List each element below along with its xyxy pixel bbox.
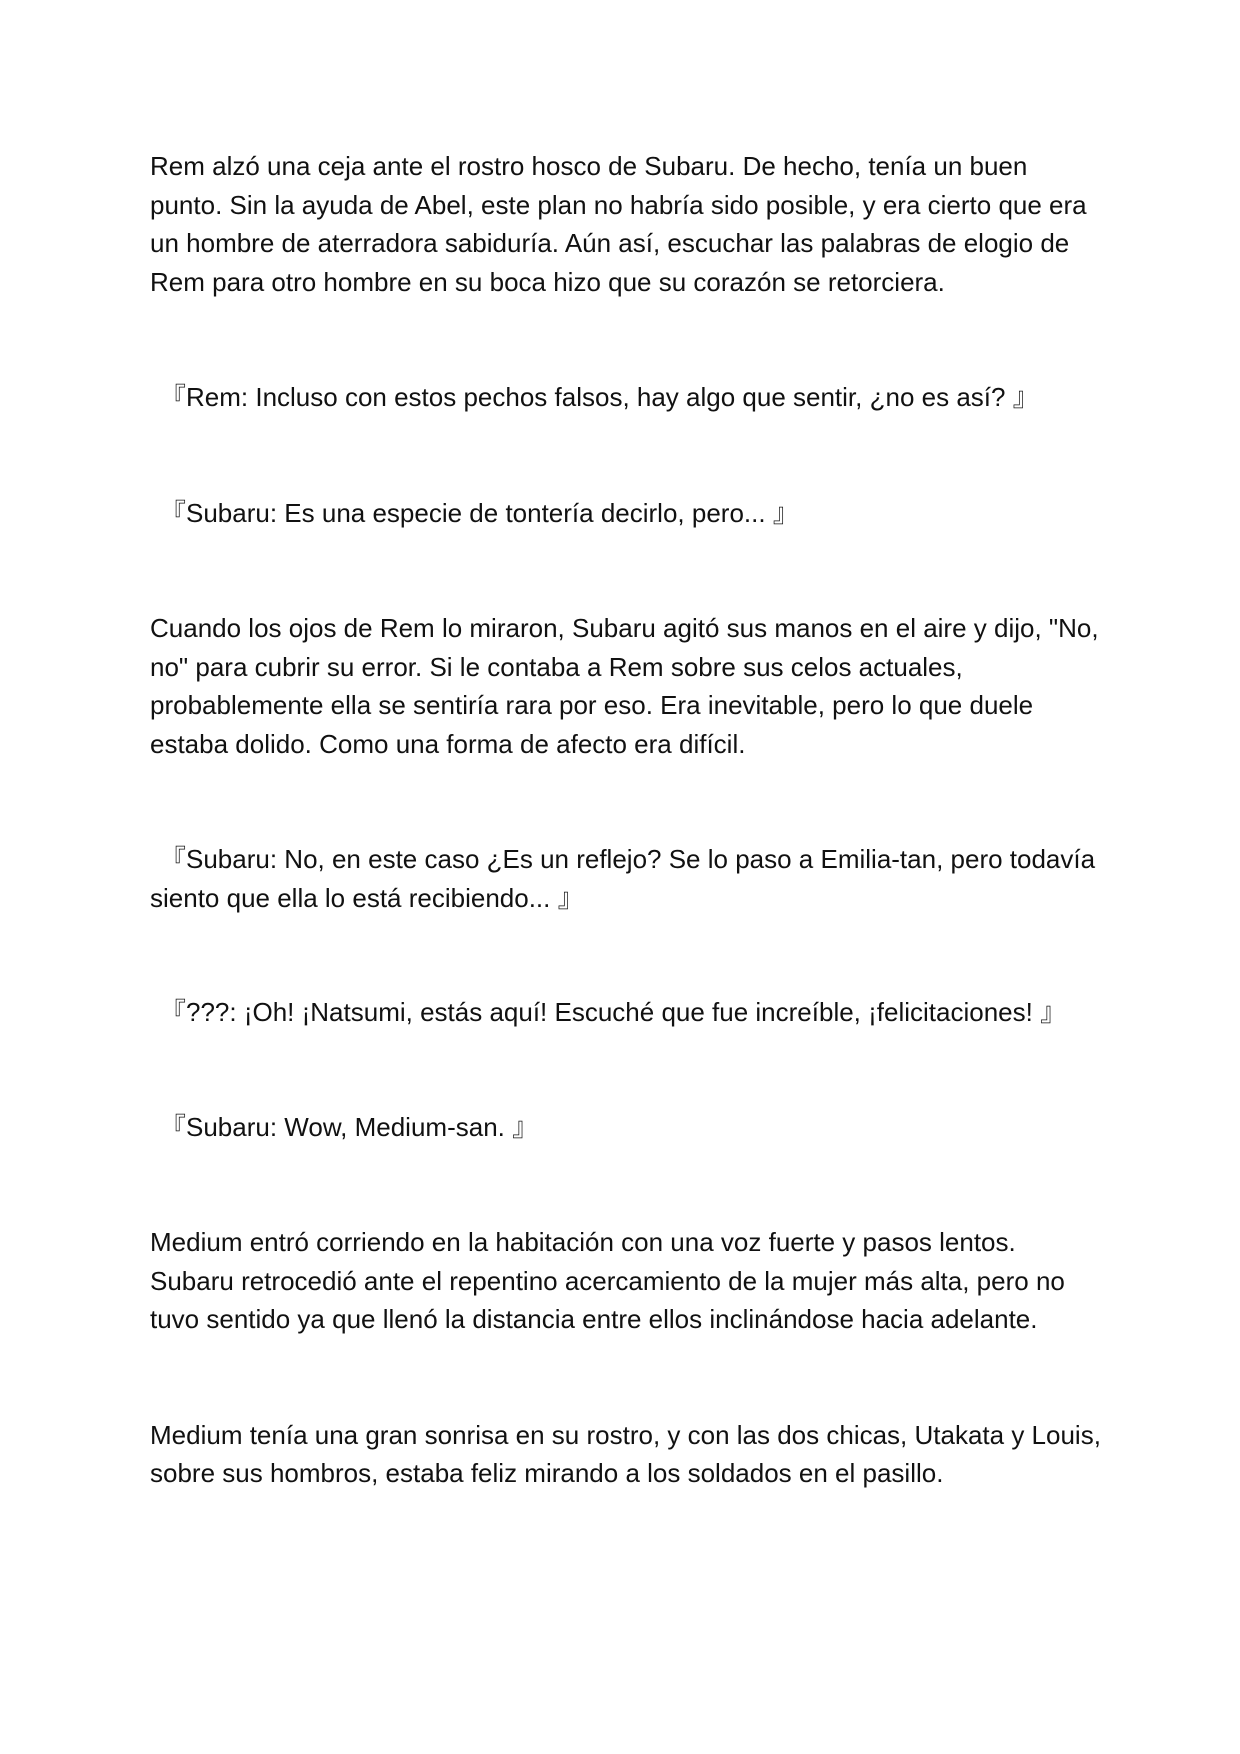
paragraph-3: Medium entró corriendo en la habitación con una voz fuerte y pasos lentos. Subaru retrocedió ante el repentino acercamiento de la mujer más alta, pero no tuvo sentido ya que llenó la distancia entre ellos inclinándose hacia adelante.: [150, 1227, 1065, 1334]
spacer: [150, 1339, 1105, 1416]
document-page: [150, 147, 1105, 1493]
spacer: [150, 301, 1105, 378]
spacer: [150, 1146, 1105, 1223]
paragraph-2: Cuando los ojos de Rem lo miraron, Subaru agitó sus manos en el aire y dijo, "No, no" para cubrir su error. Si le contaba a Rem sobre sus celos actuales, probablemente ella se sentiría rara por eso. Era inevitable, pero lo que duele estaba dolido. Como una forma de afecto era difícil.: [150, 613, 1099, 759]
spacer: [150, 763, 1105, 840]
spacer: [150, 417, 1105, 494]
dialogue-rem: 『Rem: Incluso con estos pechos falsos, hay algo que sentir, ¿no es así? 』: [160, 382, 1039, 412]
dialogue-subaru-3: 『Subaru: Wow, Medium-san. 』: [160, 1111, 539, 1142]
spacer: [150, 1032, 1105, 1108]
dialogue-subaru-1: 『Subaru: Es una especie de tontería decirlo, pero... 』: [160, 497, 799, 528]
dialogue-subaru-2: 『Subaru: No, en este caso ¿Es un reflejo? Se lo paso a Emilia-tan, pero todavía siento que ella lo está recibiendo... 』: [150, 844, 1096, 913]
spacer: [150, 917, 1105, 993]
paragraph-4: Medium tenía una gran sonrisa en su rostro, y con las dos chicas, Utakata y Louis, sobre sus hombros, estaba feliz mirando a los soldados en el pasillo.: [150, 1419, 1101, 1488]
spacer: [150, 532, 1105, 609]
dialogue-unknown: 『???: ¡Oh! ¡Natsumi, estás aquí! Escuché que fue increíble, ¡felicitaciones! 』: [160, 997, 1067, 1027]
paragraph-1: Rem alzó una ceja ante el rostro hosco de Subaru. De hecho, tenía un buen punto. Sin la ayuda de Abel, este plan no habría sido posible, y era cierto que era un hombre de aterradora sabiduría. Aún así, escuchar las palabras de elogio de Rem para otro hombre en su boca hizo que su corazón se retorciera.: [150, 151, 1087, 297]
